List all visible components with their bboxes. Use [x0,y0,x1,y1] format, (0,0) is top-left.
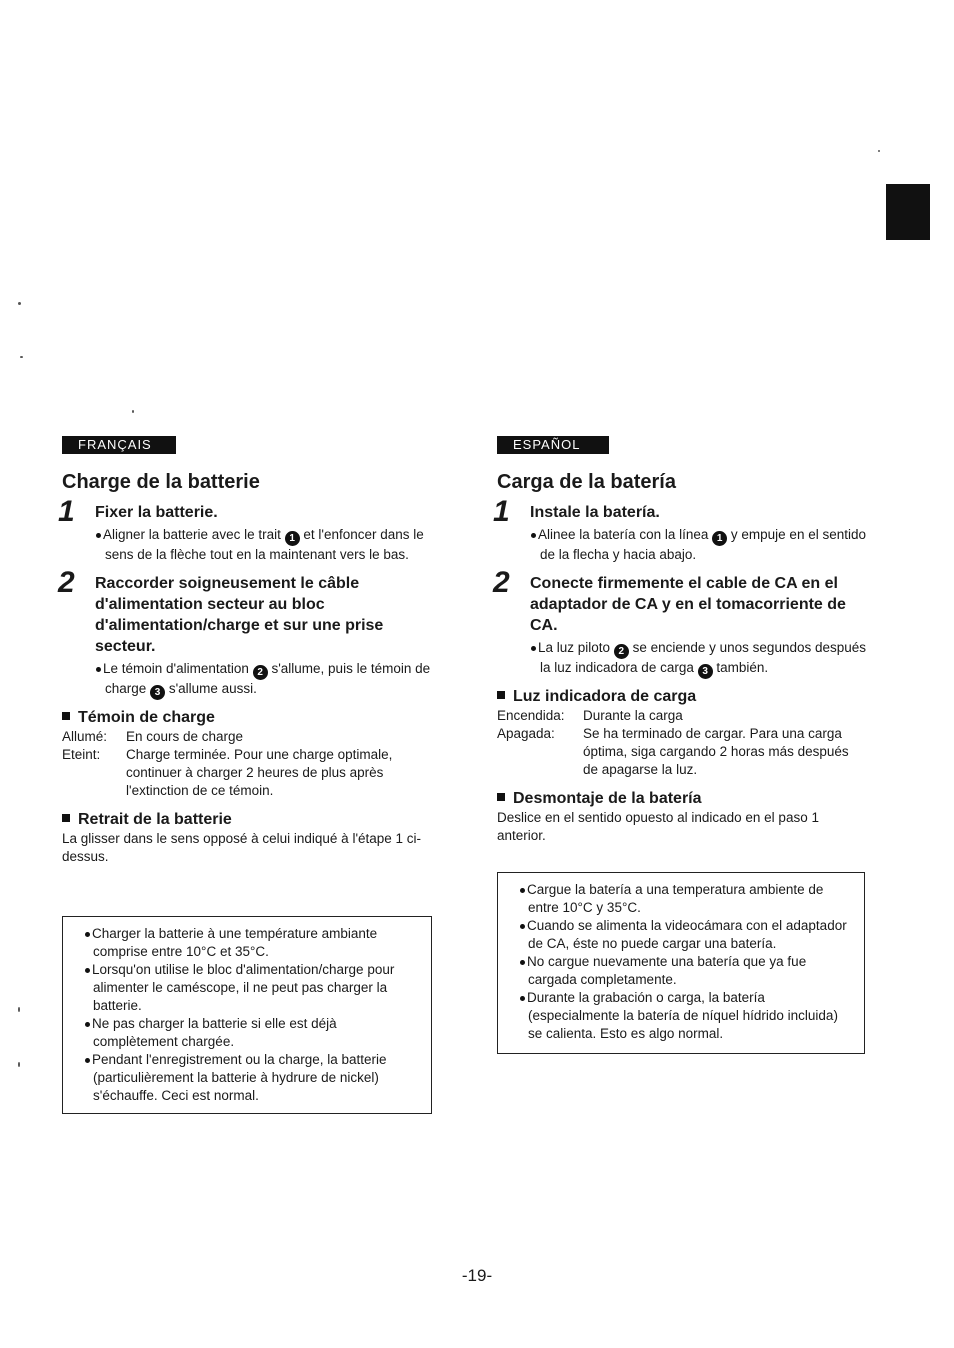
subsection-heading: Desmontaje de la batería [497,789,867,809]
step-instruction: Le témoin d'alimentation 2 s'allume, puis le témoin de charge 3 s'allume aussi. [95,660,432,700]
square-bullet-icon [62,712,70,720]
note-item: Charger la batterie à une température ambiante comprise entre 10°C et 35°C. [85,925,421,961]
note-item: Lorsqu'on utilise le bloc d'alimentation/charge pour alimenter le caméscope, il ne peut pas charger la batterie. [85,961,421,1015]
step-1 [58,495,432,564]
page-tab-marker [886,184,930,240]
step-title: Raccorder soigneusement le câble d'alimentation secteur au bloc d'alimentation/charge et sur une prise secteur. [95,575,384,655]
step-instruction: La luz piloto 2 se enciende y unos segundos después la luz indicadora de carga 3 también. [530,639,867,679]
bullet-icon [85,1022,90,1027]
subsection-heading: Luz indicadora de carga [497,687,867,707]
bullet-icon [520,960,525,965]
subsection-heading: Témoin de charge [62,708,432,728]
spanish-notes-box [497,872,865,1054]
step-number: 1 [493,495,510,528]
scan-speck [878,150,880,152]
page-number: -19- [461,1266,493,1285]
step-instruction: Aligner la batterie avec le trait 1 et l'enfoncer dans le sens de la flèche tout en la maintenant vers le bas. [95,526,432,564]
scan-speck [132,410,134,413]
scan-speck [18,1007,20,1012]
definition-row: Apagada: Se ha terminado de cargar. Para una carga óptima, siga cargando 2 horas más después de apagarse la luz. [497,726,849,777]
section-title: Carga de la batería [497,471,676,493]
section-title: Charge de la batterie [62,471,260,493]
bullet-icon [520,888,525,893]
definition-row: Eteint: Charge terminée. Pour une charge optimale, continuer à charger 2 heures de plus après l'extinction de ce témoin. [62,747,393,798]
note-item: Durante la grabación o carga, la batería (especialmente la batería de níquel hídrido incluida) se calienta. Esto es algo normal. [520,989,854,1043]
step-number: 2 [58,566,75,599]
scan-speck [20,356,23,358]
definition-row: Allumé: En cours de charge [62,729,244,744]
marker-3-icon: 3 [698,664,713,679]
note-item: Pendant l'enregistrement ou la charge, la batterie (particulièrement la batterie à hydrure de nickel) s'échauffe. Ceci est normal. [85,1051,421,1105]
step-instruction: Alinee la batería con la línea 1 y empuje en el sentido de la flecha y hacia abajo. [530,526,867,564]
step-number: 1 [58,495,75,528]
square-bullet-icon [62,814,70,822]
spanish-column [493,436,867,845]
bullet-icon [96,533,101,538]
step-2 [493,566,867,679]
scan-speck [18,302,21,305]
bullet-icon [520,996,525,1001]
note-item: Cuando se alimenta la videocámara con el adaptador de CA, éste no puede cargar una batería. [520,917,854,953]
step-title: Instale la batería. [530,504,660,521]
subsection-heading: Retrait de la batterie [62,810,432,830]
step-number: 2 [493,566,510,599]
scan-speck [18,1062,20,1067]
step-1 [493,495,867,564]
square-bullet-icon [497,691,505,699]
step-title: Fixer la batterie. [95,504,218,521]
french-notes-box [62,916,432,1114]
bullet-icon [531,533,536,538]
marker-3-icon: 3 [150,685,165,700]
note-item: No cargue nuevamente una batería que ya fue cargada completamente. [520,953,854,989]
step-title: Conecte firmemente el cable de CA en el adaptador de CA y en el tomacorriente de CA. [530,575,846,634]
paragraph: Deslice en el sentido opuesto al indicado en el paso 1 anterior. [497,810,819,843]
bullet-icon [85,1058,90,1063]
step-2 [58,566,432,700]
marker-2-icon: 2 [253,665,268,680]
square-bullet-icon [497,793,505,801]
note-item: Cargue la batería a una temperatura ambiente de entre 10°C y 35°C. [520,881,854,917]
definition-row: Encendida: Durante la carga [497,708,683,723]
french-column [58,436,432,866]
bullet-icon [96,667,101,672]
language-label: ESPAÑOL [497,436,609,454]
bullet-icon [520,924,525,929]
marker-1-icon: 1 [285,531,300,546]
bullet-icon [85,932,90,937]
marker-1-icon: 1 [712,531,727,546]
paragraph: La glisser dans le sens opposé à celui indiqué à l'étape 1 ci-dessus. [62,831,422,864]
bullet-icon [531,646,536,651]
note-item: Ne pas charger la batterie si elle est déjà complètement chargée. [85,1015,421,1051]
marker-2-icon: 2 [614,644,629,659]
language-label: FRANÇAIS [62,436,176,454]
bullet-icon [85,968,90,973]
